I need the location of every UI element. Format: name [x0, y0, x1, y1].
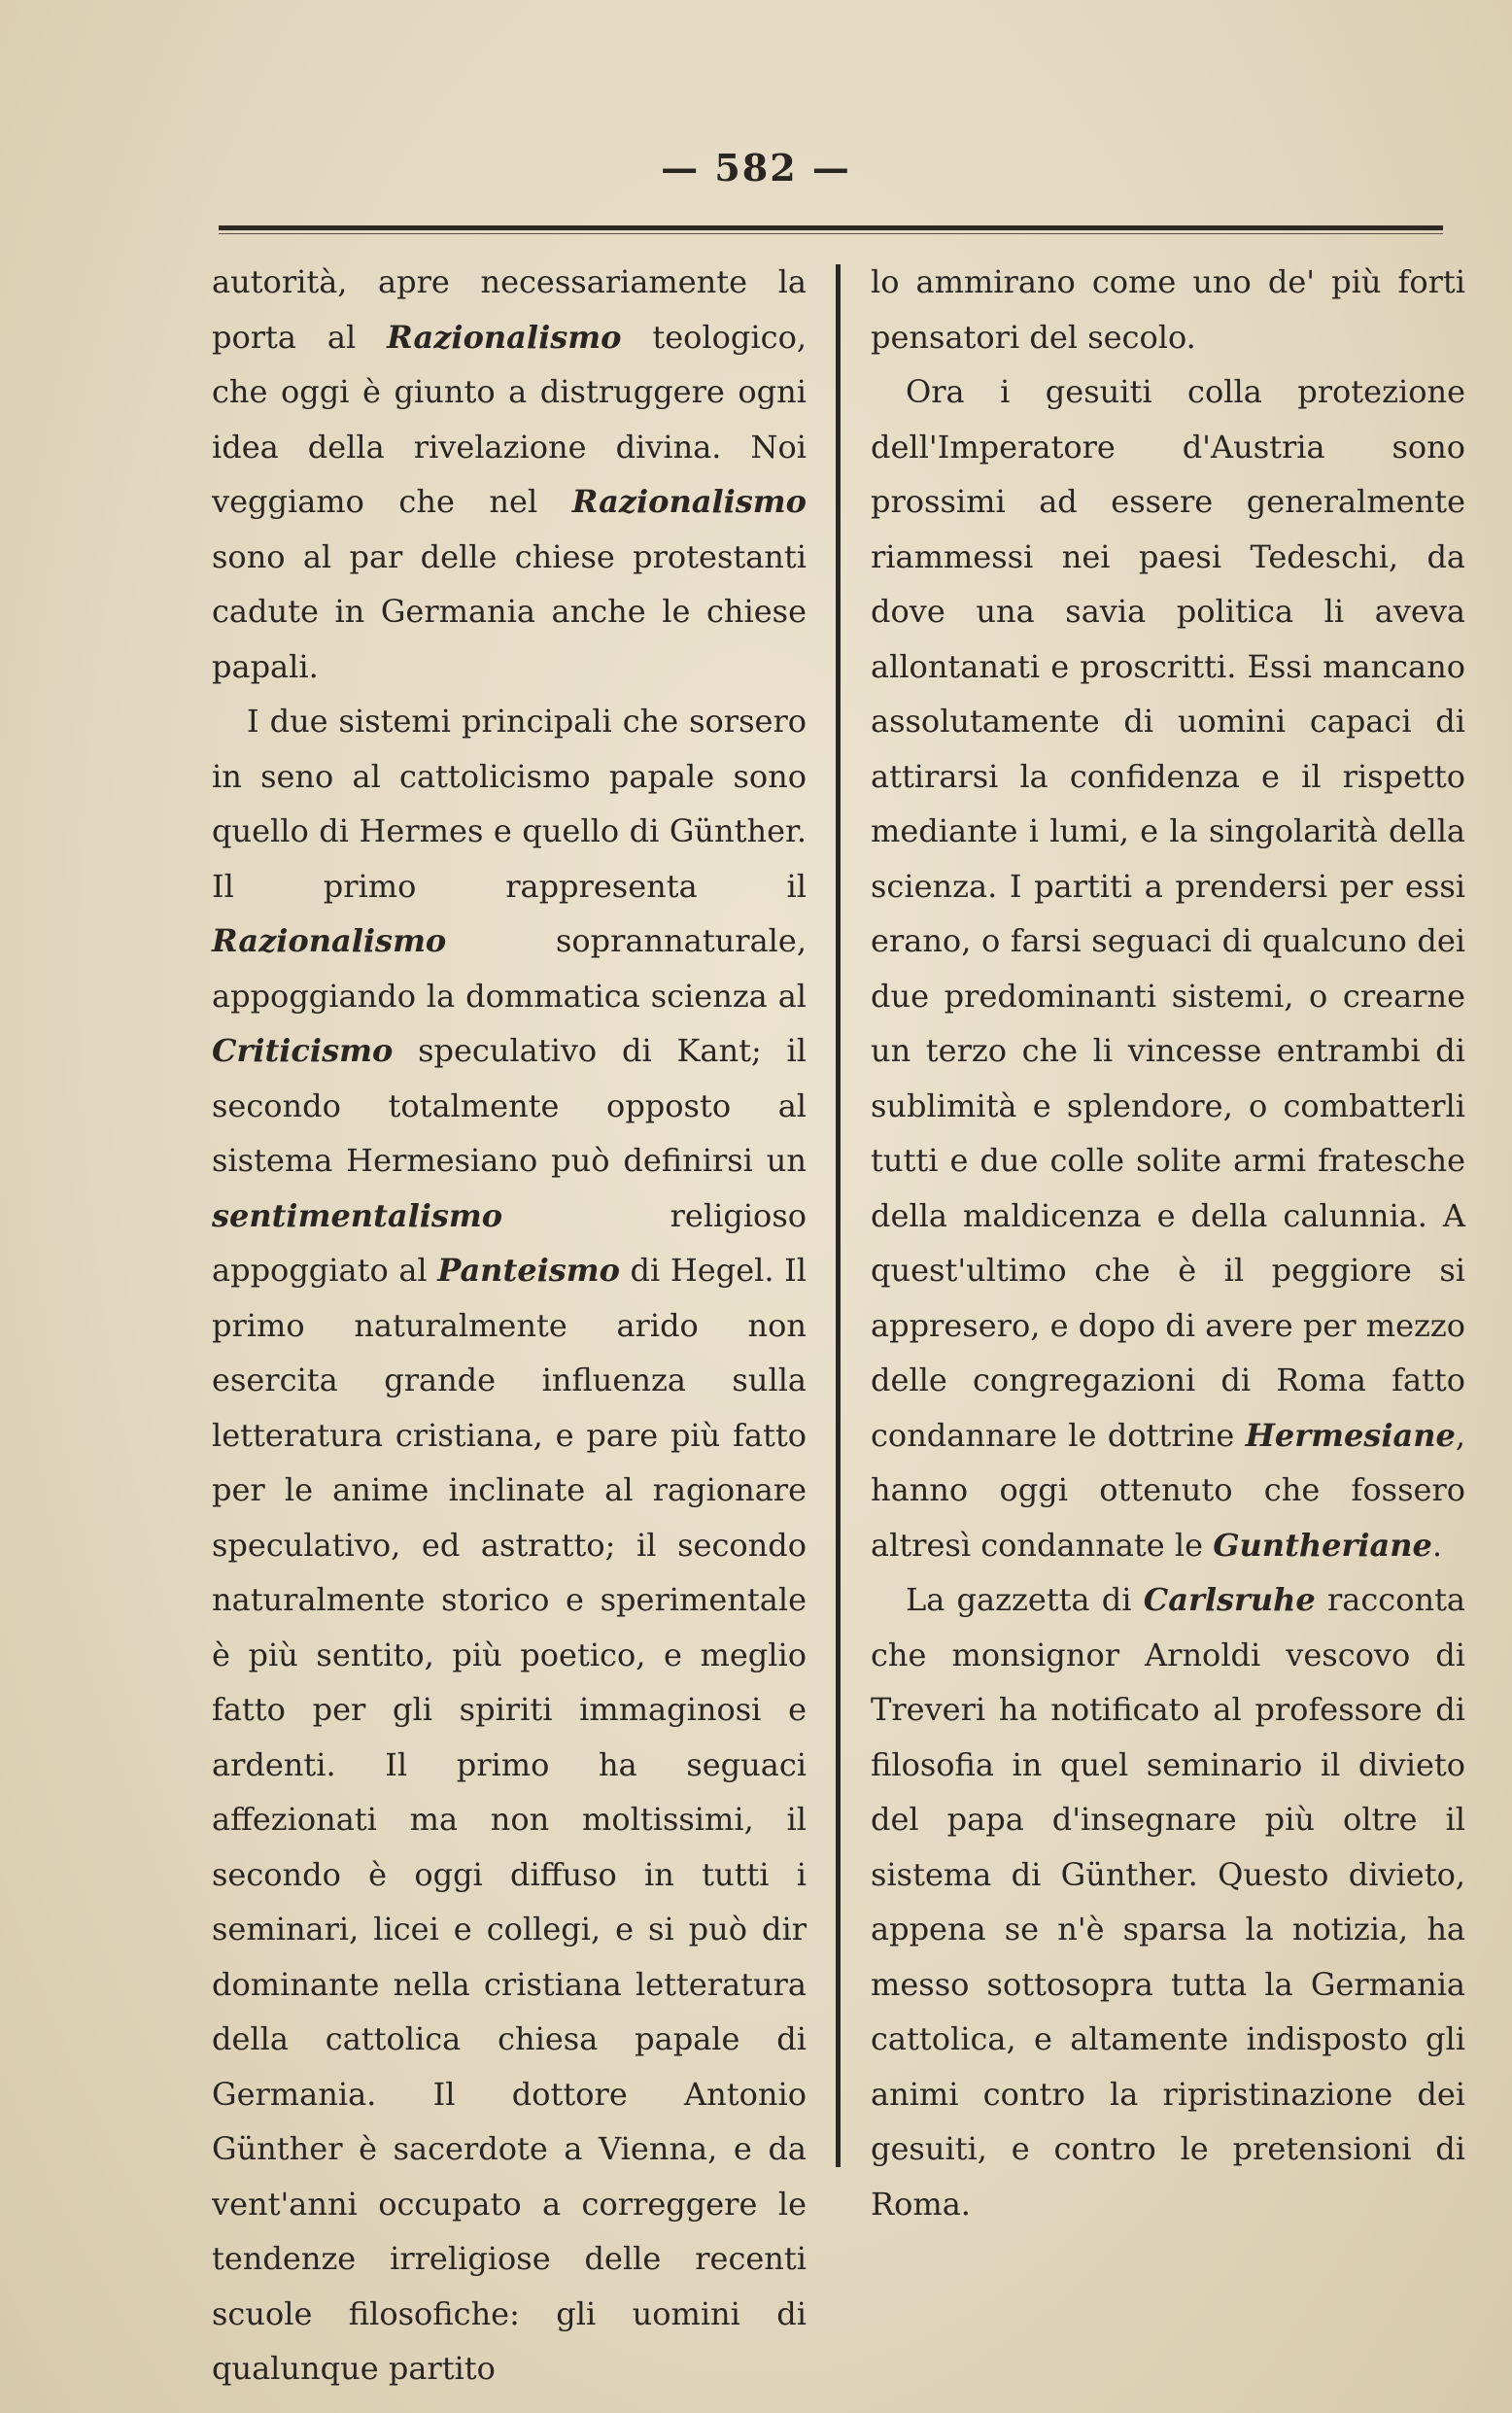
italic-term: Criticismo [212, 1032, 394, 1069]
header-rule-thin [219, 233, 1443, 234]
text-run: religioso appoggiato al [212, 1196, 807, 1289]
text-run: I due sistemi principali che sorsero in seno al cattolicismo papale sono quello di Hermes e quello di Günther. Il primo rappresenta il [212, 703, 807, 905]
text-run: . [1431, 1526, 1443, 1564]
italic-term: Guntheriane [1213, 1526, 1432, 1564]
text-run: lo ammirano come uno de' più forti pensatori del secolo. [871, 263, 1465, 356]
paragraph [871, 1572, 1465, 2231]
paragraph [212, 255, 807, 694]
text-run: teologico, che oggi è giunto a distruggere ogni idea della rivelazione divina. Noi veggiamo che nel [212, 318, 808, 520]
text-run: soprannaturale, appoggiando la dommatica scienza al [212, 922, 807, 1015]
italic-term: sentimentalismo [212, 1196, 503, 1234]
text-run: , hanno oggi ottenuto che fossero altresì condannate le [871, 1416, 1465, 1564]
italic-term: Razionalismo [212, 922, 447, 959]
header-rule [219, 225, 1443, 230]
text-run: di Hegel. Il primo naturalmente arido non esercita grande influenza sulla letteratura cristiana, e pare più fatto per le anime inclinate al ragionare speculativo, ed astratto; il secondo naturalmente storico e sperimentale è più sentito, più poetico, e meglio fatto per gli spiriti immaginosi e ardenti. Il primo ha seguaci affezionati ma non moltissimi, il secondo è oggi diffuso in tutti i seminari, licei e collegi, e si può dir dominante nella cristiana letteratura della cattolica chiesa papale di Germania. Il dottore Antonio Günther è sacerdote a Vienna, e da vent'anni occupato a correggere le tendenze irreligiose delle recenti scuole filosofiche: gli uomini di qualunque partito [212, 1252, 808, 2387]
right-column [871, 255, 1465, 2231]
text-run: speculativo di Kant; il secondo totalmente opposto al sistema Hermesiano può definirsi un [212, 1032, 807, 1179]
column-divider [836, 264, 841, 2167]
text-run: autorità, apre necessariamente la porta al [212, 263, 807, 356]
left-column [212, 255, 807, 2396]
italic-term: Razionalismo [571, 483, 807, 520]
text-run: racconta che monsignor Arnoldi vescovo di Treveri ha notificato al professore di filosofia in quel seminario il divieto del papa d'insegnare più oltre il sistema di Günther. Questo divieto, appena se n'è sparsa la notizia, ha messo sottosopra tutta la Germania cattolica, e altamente indisposto gli animi contro la ripristinazione dei gesuiti, e contro le pretensioni di Roma. [871, 1581, 1466, 2223]
text-run: sono al par delle chiese protestanti cadute in Germania anche le chiese papali. [212, 537, 807, 685]
italic-term: Panteismo [437, 1252, 620, 1289]
paragraph [212, 694, 807, 2396]
text-run: Ora i gesuiti colla protezione dell'Imperatore d'Austria sono prossimi ad essere generalmente riammessi nei paesi Tedeschi, da dove una savia politica li aveva allontanati e proscritti. Essi mancano assolutamente di uomini capaci di attirarsi la confidenza e il rispetto mediante i lumi, e la singolarità della scienza. I partiti a prendersi per essi erano, o farsi seguaci di qualcuno dei due predominanti sistemi, o crearne un terzo che li vincesse entrambi di sublimità e splendore, o combatterli tutti e due colle solite armi fratesche della maldicenza e della calunnia. A quest'ultimo che è il peggiore si appresero, e dopo di avere per mezzo delle congregazioni di Roma fatto condannare le dottrine [871, 373, 1465, 1454]
paragraph [871, 255, 1465, 364]
page-number: — 582 — [661, 146, 851, 190]
paragraph [871, 364, 1465, 1572]
italic-term: Razionalismo [387, 318, 622, 356]
italic-term: Carlsruhe [1143, 1581, 1316, 1618]
italic-term: Hermesiane [1245, 1416, 1456, 1454]
text-run: La gazzetta di [906, 1581, 1144, 1618]
